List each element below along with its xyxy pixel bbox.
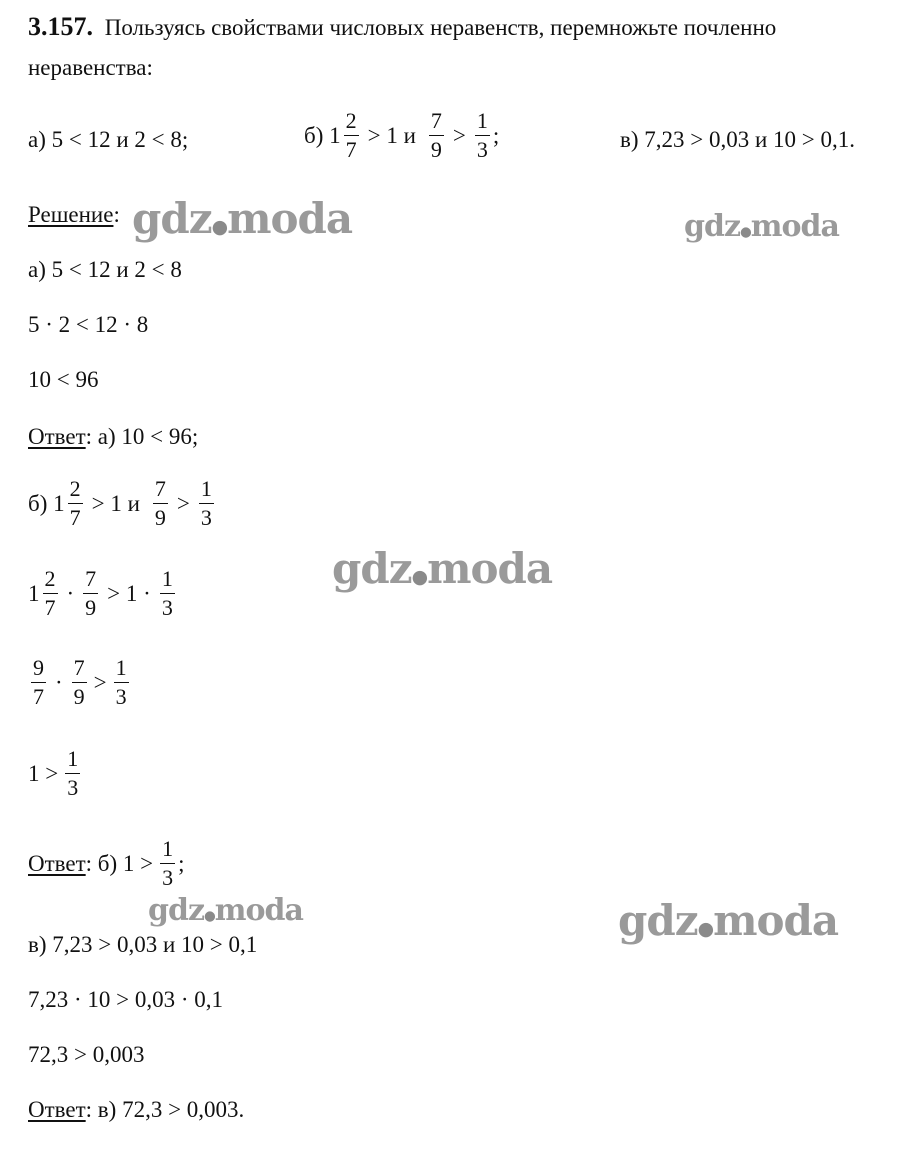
answer-b: Ответ : б) 1 > $\frac{1}{3}$ ; bbox=[28, 836, 185, 890]
solution-b-line3: $\frac{9}{7}$ · $\frac{7}{9}$ > $\frac{1}{3}$ bbox=[33, 655, 127, 709]
answer-label: Ответ bbox=[28, 851, 86, 876]
problem-header bbox=[28, 14, 776, 40]
solution-a-line2: 5 · 2 < 12 · 8 bbox=[28, 312, 149, 337]
fraction: $\frac{2}{7}$ bbox=[69, 476, 81, 530]
answer-label: Ответ bbox=[28, 424, 86, 449]
fraction: $\frac{1}{3}$ bbox=[67, 746, 79, 800]
solution-a-line1: а) 5 < 12 и 2 < 8 bbox=[28, 257, 182, 282]
solution-b-line1: б) 1 $\frac{2}{7}$ > 1 и $\frac{7}{9}$ > $\frac{1}{3}$ bbox=[28, 476, 212, 530]
problem-part-b bbox=[304, 110, 499, 161]
solution-label-text: Решение bbox=[28, 202, 114, 227]
answer-a: Ответ: а) 10 < 96; bbox=[28, 424, 199, 449]
fraction: $\frac{2}{7}$ bbox=[44, 566, 56, 620]
watermark-logo: gdz●moda bbox=[132, 194, 353, 243]
problem-b-mid: > 1 и bbox=[367, 123, 416, 148]
fraction: $\frac{7}{9}$ bbox=[85, 566, 97, 620]
problem-statement-line1: Пользуясь свойствами числовых неравенств, перемножьте почленно bbox=[104, 15, 777, 40]
solution-a-line3: 10 < 96 bbox=[28, 367, 99, 392]
problem-number: 3.157. bbox=[28, 12, 93, 41]
problem-b-prefix: б) 1 bbox=[304, 123, 341, 148]
solution-c-line2: 7,23 · 10 > 0,03 · 0,1 bbox=[28, 987, 224, 1012]
fraction: $\frac{7}{9}$ bbox=[73, 655, 85, 709]
problem-part-a: а) 5 < 12 и 2 < 8; bbox=[28, 127, 189, 152]
fraction: $\frac{7}{9}$ bbox=[430, 108, 442, 162]
watermark-logo: gdz●moda bbox=[148, 893, 303, 928]
fraction: $\frac{1}{3}$ bbox=[161, 566, 173, 620]
answer-label: Ответ bbox=[28, 1097, 86, 1122]
watermark-logo: gdz●moda bbox=[618, 896, 839, 945]
solution-b-line2: 1 $\frac{2}{7}$ · $\frac{7}{9}$ > 1 · $\frac{1}{3}$ bbox=[28, 566, 173, 620]
watermark-logo: gdz●moda bbox=[684, 209, 839, 244]
problem-statement-line2: неравенства: bbox=[28, 55, 153, 80]
problem-b-end: ; bbox=[492, 123, 500, 148]
solution-c-line3: 72,3 > 0,003 bbox=[28, 1042, 145, 1067]
fraction: $\frac{7}{9}$ bbox=[154, 476, 166, 530]
fraction: $\frac{2}{7}$ bbox=[345, 108, 357, 162]
problem-b-gt: > bbox=[452, 123, 466, 148]
fraction: $\frac{1}{3}$ bbox=[115, 655, 127, 709]
fraction: $\frac{1}{3}$ bbox=[476, 108, 488, 162]
fraction: $\frac{1}{3}$ bbox=[200, 476, 212, 530]
fraction: $\frac{9}{7}$ bbox=[33, 655, 44, 709]
solution-label: Решение: bbox=[28, 202, 120, 227]
watermark-logo: gdz●moda bbox=[332, 544, 553, 593]
problem-part-c: в) 7,23 > 0,03 и 10 > 0,1. bbox=[620, 127, 856, 152]
answer-c: Ответ: в) 72,3 > 0,003. bbox=[28, 1097, 245, 1122]
solution-b-line4: 1 > $\frac{1}{3}$ bbox=[28, 746, 79, 800]
solution-c-line1: в) 7,23 > 0,03 и 10 > 0,1 bbox=[28, 932, 258, 957]
fraction: $\frac{1}{3}$ bbox=[162, 836, 174, 890]
